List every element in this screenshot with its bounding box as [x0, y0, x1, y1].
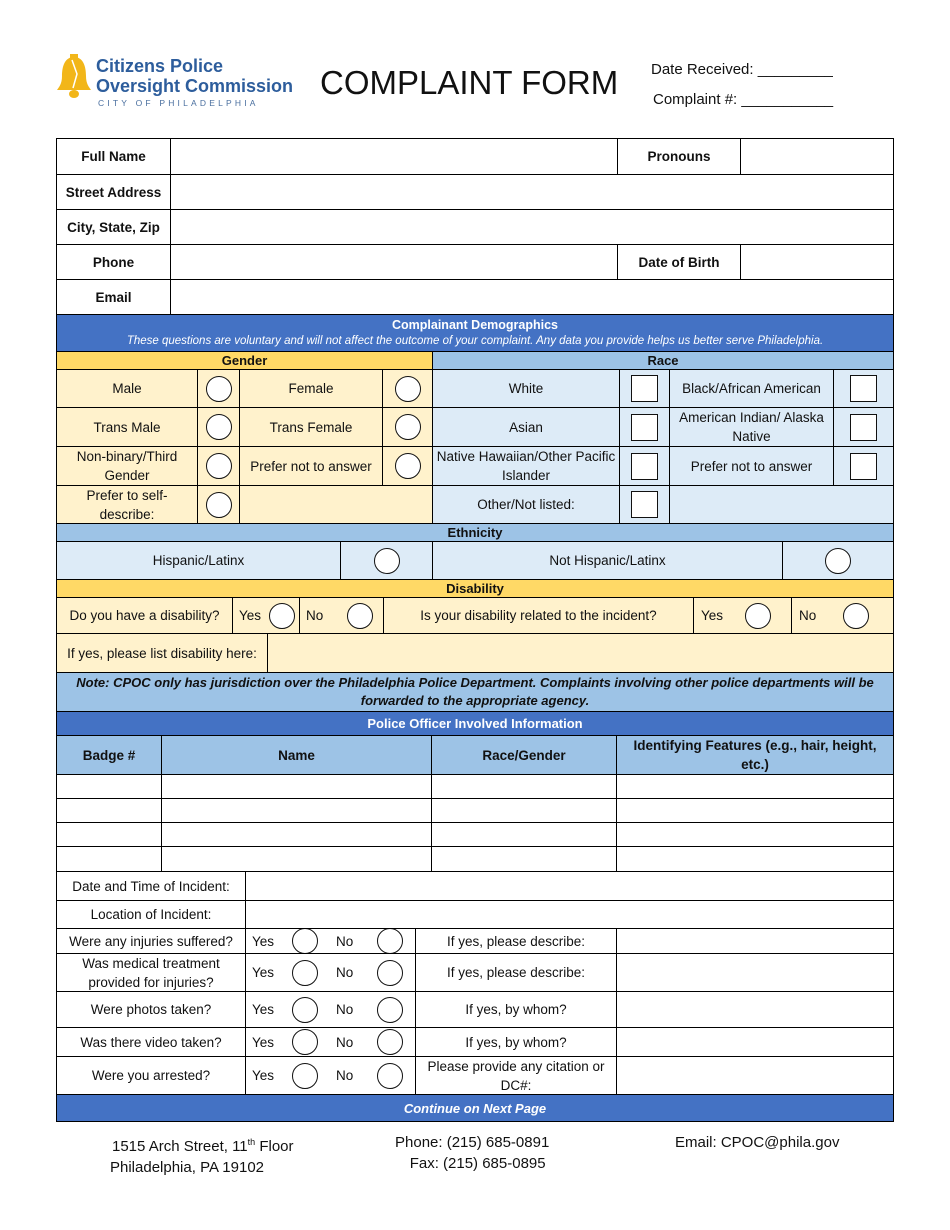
city-label: City, State, Zip — [56, 210, 171, 245]
race-amindian-label: American Indian/ Alaska Native — [670, 408, 834, 447]
video-input[interactable] — [617, 1028, 894, 1057]
gender-header: Gender — [56, 352, 433, 370]
col-features: Identifying Features (e.g., hair, height, etc.) — [617, 736, 894, 775]
video-follow: If yes, by whom? — [416, 1028, 617, 1057]
arrested-no-radio[interactable] — [377, 1063, 403, 1089]
officer-row-4-features[interactable] — [617, 847, 894, 872]
gender-female-radio[interactable] — [395, 376, 421, 402]
medical-yes-radio[interactable] — [292, 960, 318, 986]
officer-row-2-features[interactable] — [617, 799, 894, 823]
liberty-bell-icon — [55, 54, 93, 102]
race-other-checkbox[interactable] — [631, 491, 658, 518]
footer-email: Email: CPOC@phila.gov — [675, 1134, 840, 1151]
street-label: Street Address — [56, 175, 171, 210]
pronouns-input[interactable] — [741, 138, 894, 175]
ethnicity-header: Ethnicity — [56, 524, 894, 542]
photos-no-radio[interactable] — [377, 997, 403, 1023]
injuries-input[interactable] — [617, 929, 894, 954]
incident-datetime-label: Date and Time of Incident: — [56, 872, 246, 901]
arrested-input[interactable] — [617, 1057, 894, 1095]
dob-input[interactable] — [741, 245, 894, 280]
gender-nonbinary-label: Non-binary/Third Gender — [56, 447, 198, 486]
race-prefernot-label: Prefer not to answer — [670, 447, 834, 486]
logo-line2: Oversight Commission — [96, 76, 294, 96]
arrested-yes-label: Yes — [252, 1068, 275, 1083]
medical-no-radio[interactable] — [377, 960, 403, 986]
disability-list-input[interactable] — [268, 634, 894, 673]
complaint-form — [56, 138, 894, 1122]
medical-question: Was medical treatment provided for injuries? — [56, 954, 246, 992]
demographics-subtitle: These questions are voluntary and will not affect the outcome of your complaint. Any data you provide helps us better serve Philadelphia. — [126, 335, 824, 347]
injuries-yes-label: Yes — [252, 933, 275, 949]
disability-list-label: If yes, please list disability here: — [56, 634, 268, 673]
injuries-yes-radio[interactable] — [292, 929, 318, 954]
photos-question: Were photos taken? — [56, 992, 246, 1028]
arrested-follow: Please provide any citation or DC#: — [416, 1057, 617, 1095]
dob-label: Date of Birth — [618, 245, 741, 280]
officer-row-2-name[interactable] — [162, 799, 432, 823]
gender-male-radio[interactable] — [206, 376, 232, 402]
incident-datetime-input[interactable] — [246, 872, 894, 901]
hispanic-radio[interactable] — [374, 548, 400, 574]
officer-row-1-features[interactable] — [617, 775, 894, 799]
gender-transmale-radio[interactable] — [206, 414, 232, 440]
not-hispanic-label: Not Hispanic/Latinx — [433, 542, 783, 580]
disability-q2-yes-radio[interactable] — [745, 603, 771, 629]
medical-follow: If yes, please describe: — [416, 954, 617, 992]
race-black-label: Black/African American — [670, 370, 834, 408]
street-input[interactable] — [171, 175, 894, 210]
race-hawaiian-checkbox[interactable] — [631, 453, 658, 480]
officer-row-3-features[interactable] — [617, 823, 894, 847]
footer-address-line1a: 1515 Arch Street, 11 — [112, 1138, 248, 1155]
arrested-question: Were you arrested? — [56, 1057, 246, 1095]
photos-yes-radio[interactable] — [292, 997, 318, 1023]
medical-input[interactable] — [617, 954, 894, 992]
disability-q1-no-radio[interactable] — [347, 603, 373, 629]
footer-phone: Phone: (215) 685-0891 — [395, 1134, 550, 1151]
arrested-yes-radio[interactable] — [292, 1063, 318, 1089]
logo — [55, 54, 305, 114]
officer-header: Police Officer Involved Information — [56, 712, 894, 736]
gender-prefernot-radio[interactable] — [395, 453, 421, 479]
jurisdiction-note: Note: CPOC only has jurisdiction over the Philadelphia Police Department. Complaints involving other police departments will be forwarded to the appropriate agency. — [56, 673, 894, 712]
email-input[interactable] — [171, 280, 894, 315]
photos-no-label: No — [336, 1002, 354, 1017]
photos-yes-label: Yes — [252, 1002, 275, 1017]
gender-selfdescribe-radio[interactable] — [206, 492, 232, 518]
disability-q2-no-radio[interactable] — [843, 603, 869, 629]
officer-row-2-race[interactable] — [432, 799, 617, 823]
gender-selfdescribe-label: Prefer to self-describe: — [56, 486, 198, 524]
footer-address-sup: th — [247, 1137, 256, 1147]
video-yes-label: Yes — [252, 1034, 275, 1050]
incident-location-input[interactable] — [246, 901, 894, 929]
logo-line1: Citizens Police — [96, 56, 224, 76]
footer-address — [112, 1132, 294, 1178]
race-amindian-checkbox[interactable] — [850, 414, 877, 441]
officer-row-1-badge[interactable] — [56, 775, 162, 799]
gender-female-label: Female — [240, 370, 383, 408]
photos-input[interactable] — [617, 992, 894, 1028]
complaint-number: Complaint #: ___________ — [653, 91, 834, 108]
disability-q1-no-label: No — [306, 608, 324, 623]
officer-row-4-badge[interactable] — [56, 847, 162, 872]
gender-male-label: Male — [56, 370, 198, 408]
gender-prefernot-label: Prefer not to answer — [240, 447, 383, 486]
city-input[interactable] — [171, 210, 894, 245]
officer-row-1-race[interactable] — [432, 775, 617, 799]
injuries-question: Were any injuries suffered? — [56, 929, 246, 954]
video-question: Was there video taken? — [56, 1028, 246, 1057]
disability-q2-no-label: No — [799, 608, 817, 623]
continue-next-page: Continue on Next Page — [56, 1095, 894, 1122]
disability-q2-yes-label: Yes — [701, 608, 724, 623]
date-received: Date Received: _________ — [651, 61, 833, 78]
medical-yes-label: Yes — [252, 965, 275, 980]
officer-row-4-race[interactable] — [432, 847, 617, 872]
gender-nonbinary-radio[interactable] — [206, 453, 232, 479]
race-other-input[interactable] — [670, 486, 894, 524]
disability-q1-yes-label: Yes — [239, 608, 262, 623]
col-name: Name — [162, 736, 432, 775]
officer-row-3-badge[interactable] — [56, 823, 162, 847]
demographics-title: Complainant Demographics — [392, 318, 558, 332]
full-name-input[interactable] — [171, 138, 618, 175]
race-hawaiian-label: Native Hawaiian/Other Pacific Islander — [433, 447, 620, 486]
gender-transmale-label: Trans Male — [56, 408, 198, 447]
disability-q2: Is your disability related to the incident? — [384, 598, 694, 634]
officer-row-3-race[interactable] — [432, 823, 617, 847]
video-yes-radio[interactable] — [292, 1029, 318, 1055]
disability-q1-yes-radio[interactable] — [269, 603, 295, 629]
hispanic-label: Hispanic/Latinx — [56, 542, 341, 580]
footer-address-line1b: Floor — [255, 1138, 294, 1155]
gender-selfdescribe-input[interactable] — [240, 486, 433, 524]
race-other-label: Other/Not listed: — [433, 486, 620, 524]
arrested-no-label: No — [336, 1068, 354, 1083]
race-header: Race — [433, 352, 894, 370]
gender-transfemale-radio[interactable] — [395, 414, 421, 440]
email-label: Email — [56, 280, 171, 315]
page-title: COMPLAINT FORM — [320, 64, 619, 101]
footer-fax: Fax: (215) 685-0895 — [409, 1155, 546, 1172]
race-prefernot-checkbox[interactable] — [850, 453, 877, 480]
injuries-follow: If yes, please describe: — [416, 929, 617, 954]
race-white-checkbox[interactable] — [631, 375, 658, 402]
footer-phone-fax — [395, 1132, 549, 1174]
phone-input[interactable] — [171, 245, 618, 280]
photos-follow: If yes, by whom? — [416, 992, 617, 1028]
injuries-no-label: No — [336, 933, 354, 949]
incident-location-label: Location of Incident: — [56, 901, 246, 929]
gender-transfemale-label: Trans Female — [240, 408, 383, 447]
phone-label: Phone — [56, 245, 171, 280]
race-white-label: White — [433, 370, 620, 408]
medical-no-label: No — [336, 965, 354, 980]
officer-row-3-name[interactable] — [162, 823, 432, 847]
disability-q1: Do you have a disability? — [56, 598, 233, 634]
not-hispanic-radio[interactable] — [825, 548, 851, 574]
race-asian-checkbox[interactable] — [631, 414, 658, 441]
officer-row-2-badge[interactable] — [56, 799, 162, 823]
footer-address-line2: Philadelphia, PA 19102 — [110, 1159, 265, 1176]
officer-row-1-name[interactable] — [162, 775, 432, 799]
race-asian-label: Asian — [433, 408, 620, 447]
video-no-radio[interactable] — [377, 1029, 403, 1055]
disability-header: Disability — [56, 580, 894, 598]
pronouns-label: Pronouns — [618, 138, 741, 175]
injuries-no-radio[interactable] — [377, 929, 403, 954]
col-badge: Badge # — [56, 736, 162, 775]
full-name-label: Full Name — [56, 138, 171, 175]
col-race-gender: Race/Gender — [432, 736, 617, 775]
officer-row-4-name[interactable] — [162, 847, 432, 872]
race-black-checkbox[interactable] — [850, 375, 877, 402]
logo-line3: CITY OF PHILADELPHIA — [98, 98, 259, 108]
video-no-label: No — [336, 1034, 354, 1050]
demographics-header — [56, 315, 894, 352]
